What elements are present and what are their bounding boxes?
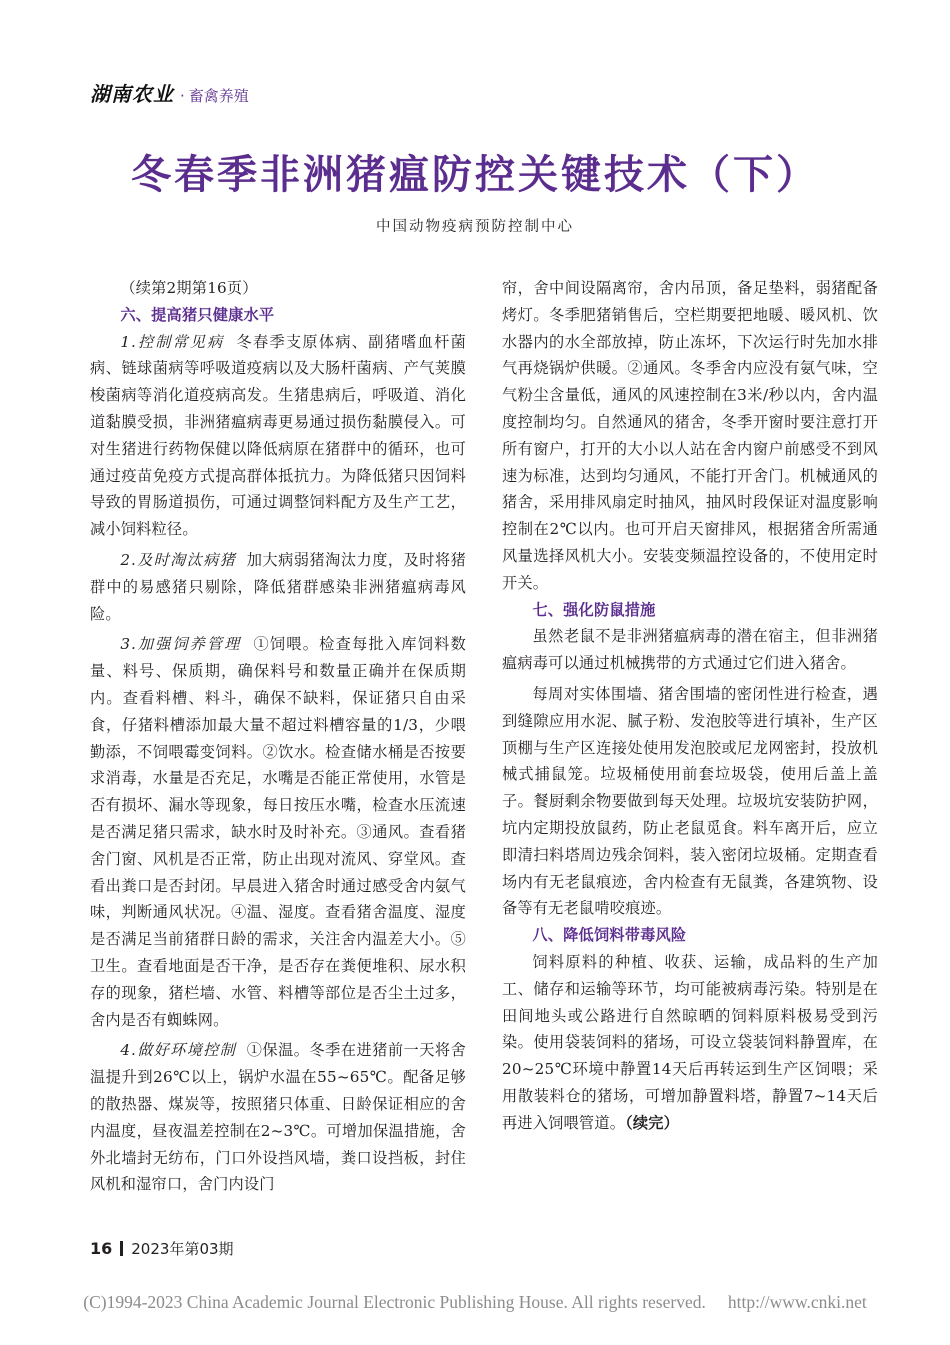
journal-header	[90, 78, 249, 108]
page-number: 16	[90, 1239, 113, 1258]
section-heading-8: 八、降低饲料带毒风险	[532, 926, 687, 945]
copyright-line	[0, 1292, 950, 1313]
section-heading-6: 六、提高猪只健康水平	[120, 305, 275, 324]
paragraph-lead: 3.加强饲养管理	[120, 635, 242, 654]
continued-note: （续第2期第16页）	[120, 279, 258, 297]
footer-divider	[120, 1241, 123, 1256]
paragraph-environment-control	[90, 1037, 466, 1198]
section-heading-7: 七、强化防鼠措施	[532, 600, 656, 619]
article-author: 中国动物疫病预防控制中心	[376, 219, 574, 235]
journal-masthead: 湖南农业	[90, 82, 174, 106]
paragraph-feeding-management	[90, 631, 466, 1033]
separator-dot: ·	[180, 87, 185, 105]
end-mark: （续完）	[625, 1113, 680, 1132]
paragraph-rodent-intro: 虽然老鼠不是非洲猪瘟病毒的潜在宿主，但非洲猪瘟病毒可以通过机械携带的方式通过它们进入猪舍。	[502, 627, 878, 673]
right-column	[502, 275, 878, 1137]
copyright-text: (C)1994-2023 China Academic Journal Electronic Publishing House. All rights reserved.	[83, 1292, 706, 1312]
paragraph-body: ①保温。冬季在进猪前一天将舍温提升到26℃以上，锅炉水温在55~65℃。配备足够的散热器、煤炭等，按照猪只体重、日龄保证相应的舍内温度，昼夜温差控制在2~3℃。可增加保温措施，舍外北墙封无纺布，门口外设挡风墙，粪口设挡板，封住风机和湿帘口，舍门内设门	[90, 1041, 466, 1194]
paragraph-continued: 帘，舍中间设隔离帘，舍内吊顶，备足垫料，弱猪配备烤灯。冬季肥猪销售后，空栏期要把地暖、暖风机、饮水器内的水全部放掉，防止冻坏，下次运行时先加水排气再烧锅炉供暖。②通风。冬季舍内应没有氨气味，空气粉尘含量低，通风的风速控制在3米/秒以内，舍内温度控制均匀。自然通风的猪舍，冬季开窗时要注意打开所有窗户，打开的大小以人站在舍内窗户前感受不到风速为标准，达到均匀通风，不能打开舍门。机械通风的猪舍，采用排风扇定时抽风，抽风时段保证对温度影响控制在2℃以内。也可开启天窗排风，根据猪舍所需通风量选择风机大小。安装变频温控设备的，不使用定时开关。	[502, 279, 878, 592]
article-title: 冬春季非洲猪瘟防控关键技术（下）	[131, 152, 819, 198]
paragraph-lead: 1.控制常见病	[120, 332, 225, 351]
paragraph-lead: 2.及时淘汰病猪	[120, 550, 237, 569]
cnki-link[interactable]: http://www.cnki.net	[727, 1292, 867, 1312]
paragraph-lead: 4.做好环境控制	[120, 1041, 237, 1060]
paragraph-rodent-measures: 每周对实体围墙、猪舍围墙的密闭性进行检查，遇到缝隙应用水泥、腻子粉、发泡胶等进行填补，生产区顶棚与生产区连接处使用发泡胶或尼龙网密封，投放机械式捕鼠笼。垃圾桶使用前套垃圾袋，使用后盖上盖子。餐厨剩余物要做到每天处理。垃圾坑安装防护网，坑内定期投放鼠药，防止老鼠觅食。料车离开后，应立即清扫料塔周边残余饲料，装入密闭垃圾桶。定期查看场内有无老鼠痕迹，舍内检查有无鼠粪，各建筑物、设备等有无老鼠啃咬痕迹。	[502, 684, 878, 918]
left-column	[90, 275, 466, 1198]
paragraph-body: ①饲喂。检查每批入库饲料数量、料号、保质期，确保料号和数量正确并在保质期内。查看料槽、料斗，确保不缺料，保证猪只自由采食，仔猪料槽添加最大量不超过料槽容量的1/3，少喂勤添，不饲喂霉变饲料。②饮水。检查储水桶是否按要求消毒，水量是否充足，水嘴是否能正常使用，水管是否有损坏、漏水等现象，每日按压水嘴，检查水压流速是否满足猪只需求，缺水时及时补充。③通风。查看猪舍门窗、风机是否正常，防止出现对流风、穿堂风。查看出粪口是否封闭。早晨进入猪舍时通过感受舍内氨气味，判断通风状况。④温、湿度。查看猪舍温度、湿度是否满足当前猪群日龄的需求，关注舍内温差大小。⑤卫生。查看地面是否干净，是否存在粪便堆积、尿水积存的现象，猪栏墙、水管、料槽等部位是否尘土过多，舍内是否有蜘蛛网。	[90, 635, 466, 1029]
page-footer	[90, 1238, 234, 1259]
paragraph-body: 加大病弱猪淘汰力度，及时将猪群中的易感猪只剔除，降低猪群感染非洲猪瘟病毒风险。	[90, 550, 466, 623]
paragraph-common-disease	[90, 329, 466, 543]
paragraph-feed-risk	[502, 949, 878, 1137]
paragraph-cull-sick-pigs	[90, 547, 466, 627]
section-tag: 畜禽养殖	[188, 87, 249, 105]
issue-label: 2023年第03期	[131, 1240, 234, 1258]
paragraph-body: 冬春季支原体病、副猪嗜血杆菌病、链球菌病等呼吸道疫病以及大肠杆菌病、产气荚膜梭菌病等消化道疫病高发。生猪患病后，呼吸道、消化道黏膜受损，非洲猪瘟病毒更易通过损伤黏膜侵入。可对生猪进行药物保健以降低病原在猪群中的循环，也可通过疫苗免疫方式提高群体抵抗力。为降低猪只因饲料导致的胃肠道损伤，可通过调整饲料配方及生产工艺，减小饲料粒径。	[90, 332, 466, 539]
paragraph-body: 饲料原料的种植、收获、运输，成品料的生产加工、储存和运输等环节，均可能被病毒污染。特别是在田间地头或公路进行自然晾晒的饲料原料极易受到污染。使用袋装饲料的猪场，可设立袋装饲料静置库，在20~25℃环境中静置14天后再转运到生产区饲喂；采用散装料仓的猪场，可增加静置料塔，静置7~14天后再进入饲喂管道。	[502, 952, 878, 1132]
